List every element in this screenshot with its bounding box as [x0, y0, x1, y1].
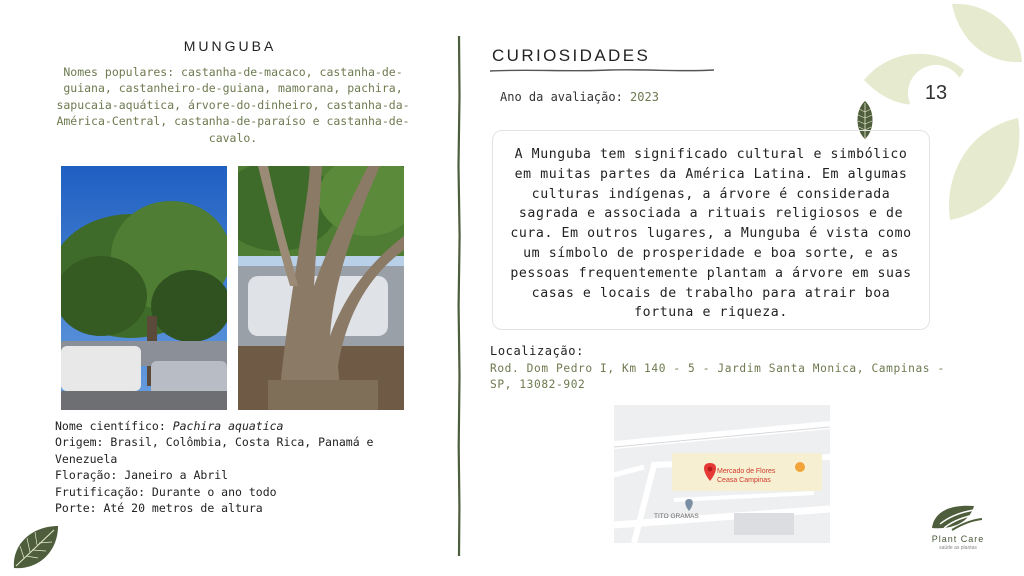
popular-names: Nomes populares: castanha-de-macaco, castanha-de-guiana, castanheiro-de-guiana, mamorana, pachira, sapucaia-aquática, árvore-do-dinheiro, castanha-da-América-Central, castanha-de-paraíso e castanha-de-cavalo.: [56, 65, 410, 145]
size-line: Porte: Até 20 metros de altura: [55, 501, 263, 516]
plant-care-logo-icon: [930, 502, 982, 532]
vertical-divider: [456, 36, 462, 556]
tree-photo-2: [238, 166, 404, 410]
evaluation-year: Ano da avaliação: 2023: [500, 90, 659, 104]
flowering-line: Floração: Janeiro a Abril: [55, 468, 229, 483]
logo-tagline: saúde as plantas: [939, 545, 977, 551]
fruiting-line: Frutificação: Durante o ano todo: [55, 484, 277, 499]
location-address: Rod. Dom Pedro I, Km 140 - 5 - Jardim Santa Monica, Campinas - SP, 13082-902: [490, 362, 945, 391]
title-underline: [490, 66, 714, 76]
origin-line: Origem: Brasil, Colômbia, Costa Rica, Panamá e Venezuela: [55, 435, 374, 466]
plant-details: [55, 418, 435, 516]
location-map[interactable]: [614, 405, 830, 543]
bottom-leaf-icon: [10, 522, 60, 572]
plant-title: MUNGUBA: [183, 38, 277, 54]
map-place-line2: Ceasa Campinas: [717, 477, 771, 484]
scientific-name: Pachira aquatica: [172, 419, 284, 433]
page-number: 13: [908, 65, 964, 121]
location-label: Localização:: [490, 344, 584, 358]
scientific-name-line: Nome científico: Pachira aquatica: [55, 419, 284, 433]
evaluation-year-value: 2023: [630, 90, 659, 104]
map-place-line1: Mercado de Flores: [717, 468, 776, 475]
logo-name: Plant Care: [931, 534, 985, 544]
map-secondary-label: TITO GRAMAS: [654, 513, 699, 520]
curiosities-title: CURIOSIDADES: [492, 46, 651, 65]
curiosity-box: A Munguba tem significado cultural e simbólico em muitas partes da América Latina. Em algumas culturas indígenas, a árvore é considerada sagrada e associada a rituais religiosos e de cura. Em outros lugares, a Munguba é vista como um símbolo de prosperidade e boa sorte, e as pessoas frequentemente plantam a árvore em suas casas e locais de trabalho para atrair boa fortuna e riqueza.: [492, 130, 930, 330]
tree-photo-1: [61, 166, 227, 410]
